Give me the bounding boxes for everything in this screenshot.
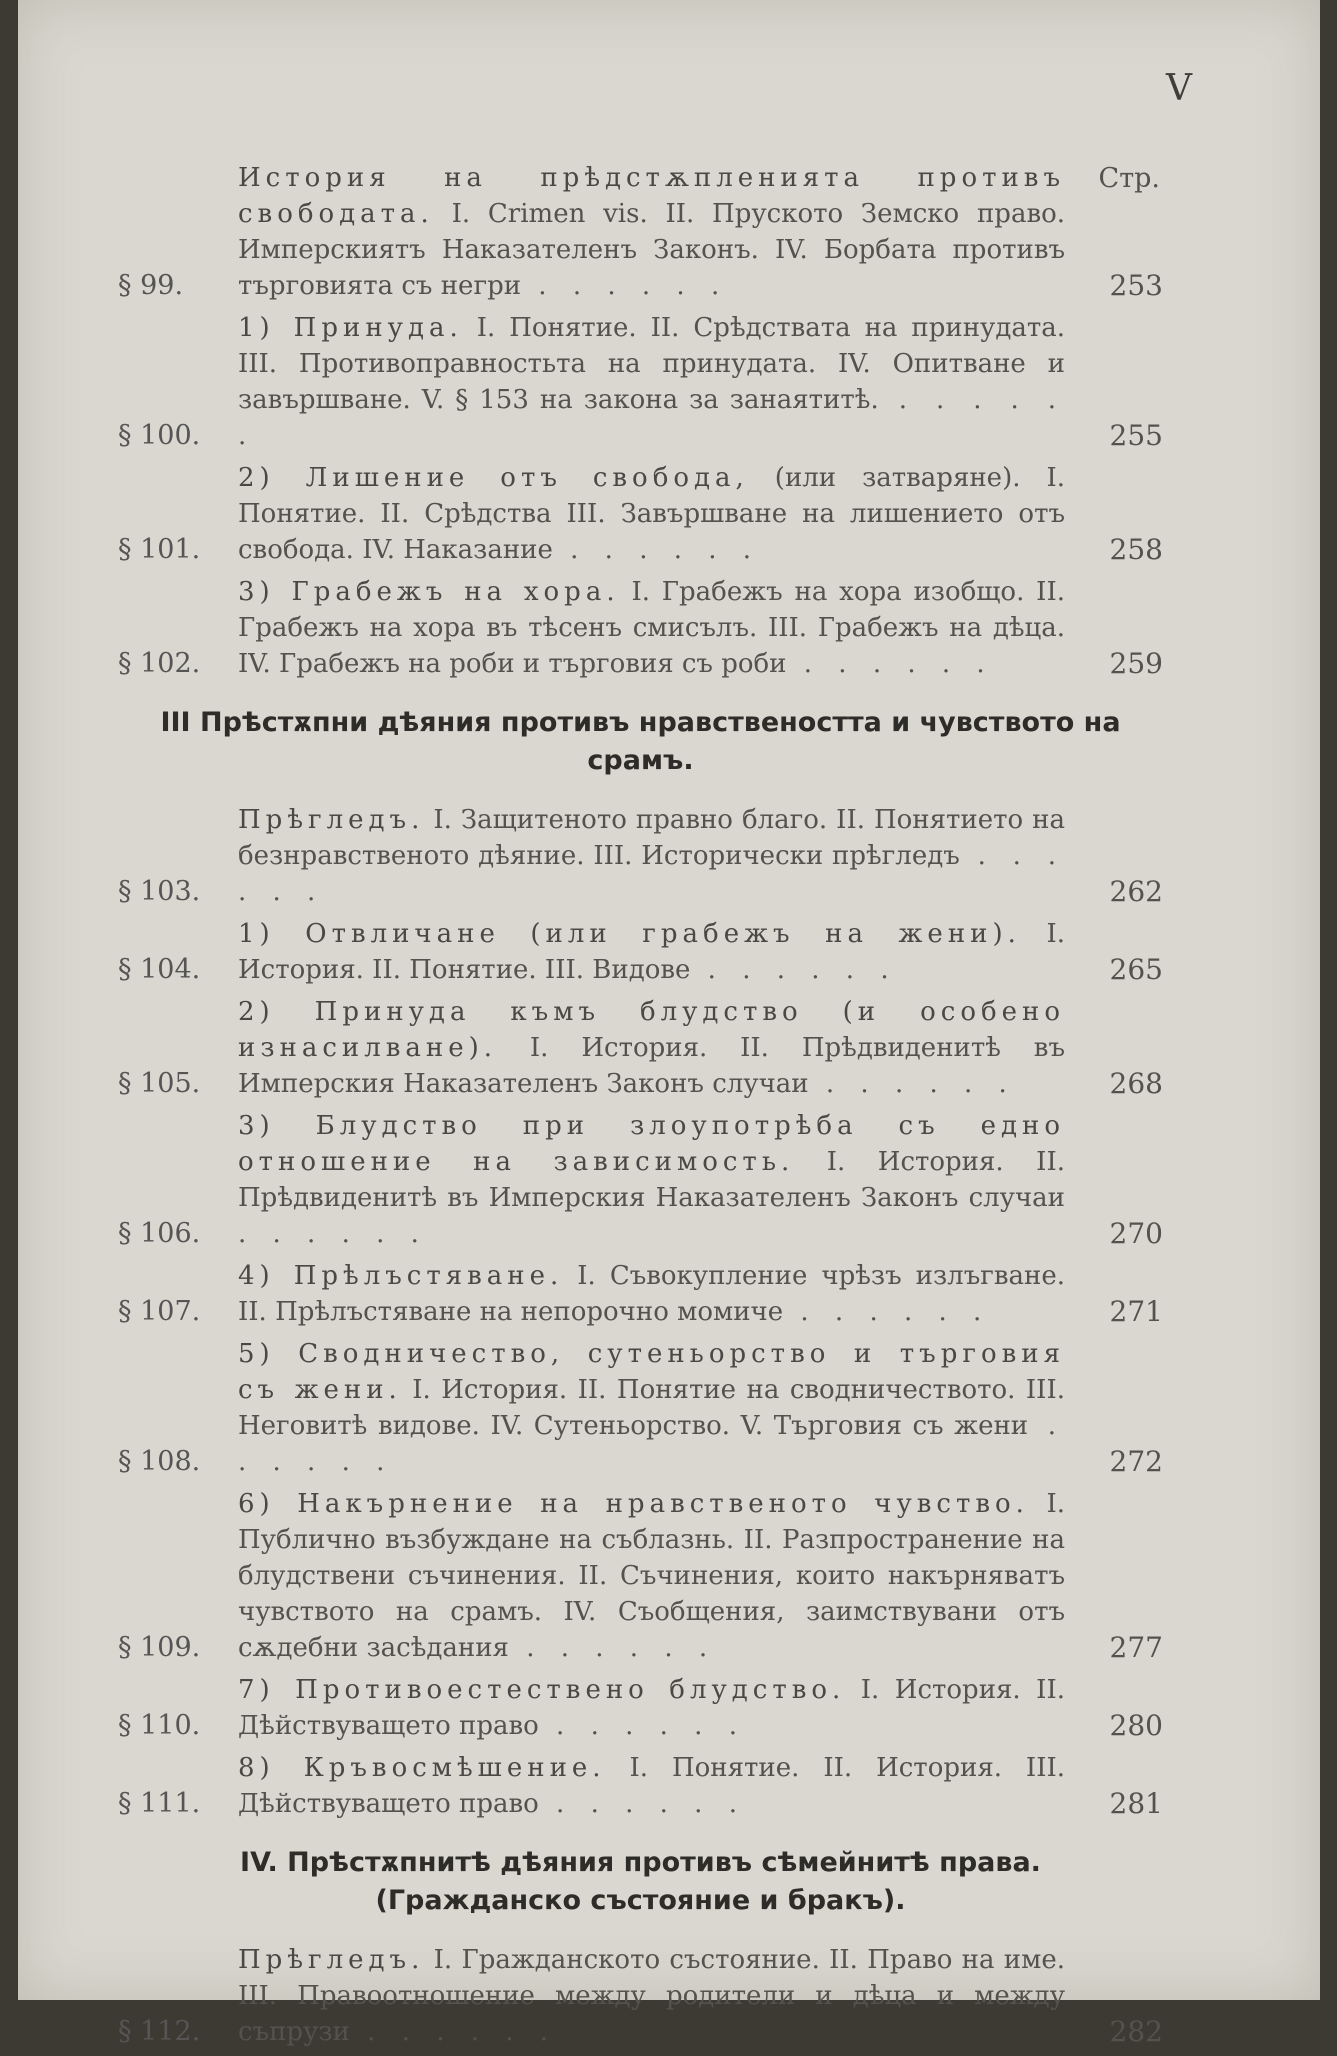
entry-text [238,1672,1083,1744]
section-number: § 109. [118,1632,201,1663]
leader-dots: . . . . . . [238,1411,1065,1477]
entry-text [238,1942,1083,2050]
entry-description: I. Crimen vis. II. Пруското Земско право. Имперскиятъ Наказателенъ Законъ. IV. Борбата противъ търговията съ негри [238,199,1066,301]
entry-title: 8) Кръвосмѣшение. [238,1753,606,1783]
toc-entry [118,1750,1163,1822]
entry-text [238,1258,1083,1330]
entry-text [238,574,1083,682]
toc-entry [118,1942,1163,2050]
section-number: § 104. [118,954,201,985]
entry-title: 2) Принуда къмъ блудство (и особено изнасилване). [238,997,1065,1063]
section-heading: IV. Прѣстѫпнитѣ дѣяния противъ сѣмейнитѣ права. (Гражданско състояние и бракъ). [240,1847,1041,1916]
entry-text [238,1486,1083,1666]
page-reference: 270 [1109,1217,1163,1250]
section-number: § 102. [118,648,201,679]
page-reference: 265 [1109,953,1163,986]
entry-title: 3) Грабежъ на хора. [238,577,620,607]
entry-description: I. История. II. Понятие. III. Видове [238,919,1066,985]
toc-entry [118,1108,1163,1252]
page-reference: 253 [1109,269,1163,302]
toc-entry [118,160,1163,304]
page-reference: 258 [1109,533,1163,566]
section-number: § 106. [118,1218,201,1249]
entry-text [238,1750,1083,1822]
section-number: § 99. [118,270,184,301]
section-number: § 110. [118,1710,201,1741]
section-heading: III Прѣстѫпни дѣяния противъ нравствеността и чувството на срамъ. [160,707,1121,776]
entry-title: 5) Сводничество, сутеньорство и търговия съ жени. [238,1339,1065,1405]
entry-title: 7) Противоестествено блудство. [238,1675,846,1705]
toc-entry [118,1336,1163,1480]
leader-dots: . . . . . . [786,649,994,679]
entry-description: (или затваряне). I. Понятие. II. Срѣдства III. Завършване на лишението отъ свобода. IV. Наказание [238,463,1066,565]
toc-entry [118,802,1163,910]
entry-description: I. Понятие. II. Срѣдствата на принудата. III. Противоправностьта на принудата. IV. Опитване и завършване. V. § 153 на закона за занаятитѣ. [238,313,1065,415]
entry-description: I. Гражданското състояние. II. Право на име. III. Правоотношение между родители и дѣца и между съпрузи [238,1945,1066,2047]
toc-entry [118,310,1163,454]
leader-dots: . . . . . . [783,1297,991,1327]
section-number: § 112. [118,2016,201,2047]
entry-text [238,460,1083,568]
page-reference: 255 [1109,419,1163,452]
entry-text [238,802,1083,910]
leader-dots: . . . . . . [552,535,761,565]
entry-description: I. Защитеното правно благо. II. Понятието на безнравственото дѣяние. III. Исторически прѣгледъ [238,805,1065,871]
entry-text [238,916,1083,988]
entry-description: I. История. II. Прѣдвиденитѣ въ Имперския Наказателенъ Законъ случаи [238,1033,1065,1099]
leader-dots: . . . . . . [238,1219,428,1249]
section-number: § 101. [118,534,201,565]
toc-entry [118,574,1163,682]
entry-title: 6) Накърнение на нравственото чувство. [238,1489,1029,1519]
section-number: § 108. [118,1446,201,1477]
entry-title: Прѣгледъ. [238,1945,425,1975]
page-reference: 281 [1109,1787,1163,1820]
entry-title: 4) Прѣлъстяване. [238,1261,564,1291]
entry-text [238,310,1083,454]
leader-dots: . . . . . . [538,1789,746,1819]
entry-title: 1) Принуда. [238,313,463,343]
leader-dots: . . . . . . [238,841,1066,907]
page-number: V [1166,68,1192,109]
toc-entry [118,916,1163,988]
entry-text [238,1336,1083,1480]
entry-title: 1) Отвличане (или грабежъ на жени). [238,919,1021,949]
section-number: § 111. [118,1788,201,1819]
page-reference: 262 [1109,875,1163,908]
toc-entry [118,460,1163,568]
page-reference: 259 [1109,647,1163,680]
leader-dots: . . . . . . [690,955,898,985]
section-number: § 103. [118,876,201,907]
toc-entry [118,994,1163,1102]
page-reference: 268 [1109,1067,1163,1100]
entry-description: I. Понятие. II. История. III. Дѣйствуващето право [238,1753,1065,1819]
entry-text [238,994,1083,1102]
page-reference: 271 [1109,1295,1163,1328]
book-page [18,0,1320,2048]
entry-description: I. Грабежъ на хора изобщо. II. Грабежъ на хора въ тѣсенъ смисълъ. III. Грабежъ на дѣца. IV. Грабежъ на роби и търговия съ роби [238,577,1065,679]
section-number: § 100. [118,420,201,451]
toc-entry [118,1258,1163,1330]
entry-description: I. Публично възбуждане на съблазнь. II. Разпространение на блудствени съчинения. II. Съчинения, които накърняватъ чувството на срамъ. IV. Съобщения, заимствувани отъ сѫдебни засѣдания [238,1489,1066,1663]
leader-dots: . . . . . . [538,1711,746,1741]
table-of-contents [118,160,1163,2056]
leader-dots: . . . . . . [808,1069,1016,1099]
entry-description: I. История. II. Понятие на сводничеството. III. Неговитѣ видове. IV. Сутеньорство. V. Търговия съ жени [238,1375,1065,1441]
toc-entry [118,1672,1163,1744]
leader-dots: . . . . . . [349,2017,558,2047]
entry-text [238,1108,1083,1252]
section-number: § 107. [118,1296,201,1327]
toc-entry [118,1486,1163,1666]
page-column-header: Стр. [1098,163,1160,194]
page-reference: 277 [1109,1631,1163,1664]
entry-description: I. Съвокупление чрѣзъ излъгване. II. Прѣлъстяване на непорочно момиче [238,1261,1065,1327]
page-reference: 272 [1109,1445,1163,1478]
entry-title: История на прѣдстѫпленията противъ свободата. [238,163,1065,229]
entry-title: Прѣгледъ. [238,805,425,835]
entry-description: I. История. II. Дѣйствуващето право [238,1675,1065,1741]
entry-text [238,160,1083,304]
page-reference: 282 [1109,2015,1163,2048]
section-number: § 105. [118,1068,201,1099]
entry-title: 2) Лишение отъ свобода, [238,463,749,493]
entry-description: I. История. II. Прѣдвиденитѣ въ Имперския Наказателенъ Законъ случаи [238,1147,1065,1213]
leader-dots: . . . . . . [521,271,729,301]
page-reference: 280 [1109,1709,1163,1742]
leader-dots: . . . . . . [508,1633,717,1663]
entry-title: 3) Блудство при злоупотрѣба съ едно отношение на зависимость. [238,1111,1065,1177]
leader-dots: . . . . . . [238,385,1066,451]
